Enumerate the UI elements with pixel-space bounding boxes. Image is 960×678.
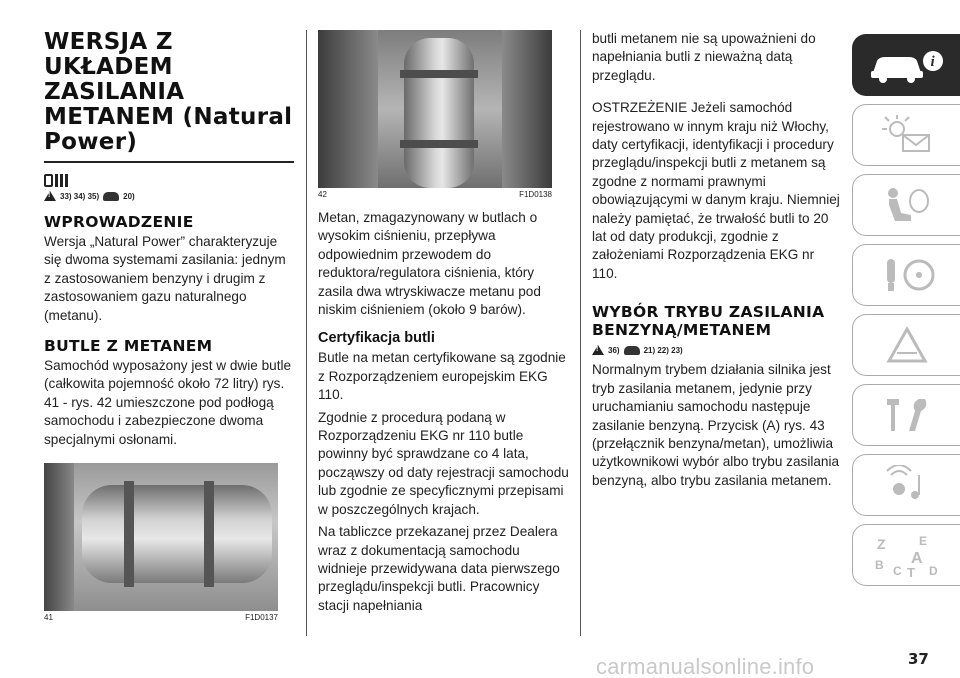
svg-text:A: A [910, 550, 923, 567]
alphabet-index-icon [867, 531, 947, 579]
svg-text:C: C [892, 564, 902, 578]
svg-text:T: T [906, 565, 915, 579]
column-divider [580, 30, 581, 636]
figure-number: 42 [318, 190, 327, 199]
mode-selection-heading: WYBÓR TRYBU ZASILANIA BENZYNĄ/METANEM [592, 303, 825, 340]
svg-text:B: B [874, 558, 884, 572]
figure-41-methane-tank-photo [44, 463, 278, 611]
figure-code: F1D0137 [245, 613, 278, 623]
section-title: WERSJA Z UKŁADEM ZASILANIA METANEM (Natural Power) [44, 29, 293, 155]
warning-triangle-icon [592, 345, 604, 355]
tab-starting-driving[interactable] [852, 244, 960, 306]
tab-safety[interactable] [852, 174, 960, 236]
music-nav-icon [867, 465, 947, 505]
gas-pump-icon [44, 171, 294, 187]
reference-notes: ! 33) 34) 35) 20) [44, 189, 294, 203]
warning-lights-icon [867, 115, 947, 155]
column-3 [592, 30, 842, 490]
svg-text:D: D [928, 564, 938, 578]
title-underline [44, 161, 294, 163]
figure-42-methane-tank-photo [318, 30, 552, 188]
svg-text:E: E [918, 534, 927, 548]
reference-notes: ! 36) 21) 22) 23) [592, 343, 842, 357]
tab-emergency[interactable] [852, 314, 960, 376]
car-icon [103, 192, 119, 201]
watermark: carmanualsonline.info [596, 654, 815, 678]
warning-triangle-icon [44, 191, 56, 201]
tab-multimedia[interactable] [852, 454, 960, 516]
intro-heading: WPROWADZENIE [44, 213, 194, 231]
car-info-icon [867, 45, 947, 85]
svg-text:i: i [930, 54, 935, 70]
figure-42-caption [318, 190, 552, 199]
page-number: 37 [908, 650, 929, 668]
certification-paragraph-2: Zgodnie z procedurą podaną w Rozporządzeniu EKG nr 110 butle powinny być sprawdzane co 4 lata, począwszy od daty rejestracji samochodu lub zgodnie ze specyficznymi przepisami w poszczególnych krajach. [318, 409, 569, 517]
certification-heading: Certyfikacja butli [318, 330, 435, 347]
tab-index[interactable] [852, 524, 960, 586]
tanks-heading: BUTLE Z METANEM [44, 337, 213, 356]
warning-paragraph: OSTRZEŻENIE Jeżeli samochód rejestrowano w innym kraju niż Włochy, daty certyfikacji, identyfikacji i procedury przeglądu/inspekcji butli z metanem są zgodne z normami prawnymi obowiązującymi w danym kraju. Niemniej należy pamiętać, że trwałość butli to 20 lat od daty produkcji, zgodnie z założeniami Rozporządzenia EKG nr 110. [592, 100, 840, 281]
methane-flow-paragraph: Metan, zmagazynowany w butlach o wysokim ciśnieniu, przepływa odpowiednim przewodem do reduktora/regulatora ciśnienia, który zasila dwa wtryskiwacze metanu pod niskim ciśnieniem (około 9 barów). [318, 210, 541, 318]
certification-paragraph-1: Butle na metan certyfikowane są zgodnie z Rozporządzeniem europejskim EKG 110. [318, 350, 566, 403]
figure-41-caption [44, 613, 278, 622]
svg-text:Z: Z [876, 536, 886, 552]
column-2 [318, 30, 570, 615]
certification-paragraph-3: Na tabliczce przekazanej przez Dealera wraz z dokumentacją samochodu widnieje przewidywana data pierwszego przeglądu/inspekcji butli. Pracownicy stacji napełniania [318, 524, 560, 613]
mode-selection-paragraph: Normalnym trybem działania silnika jest tryb zasilania metanem, jedynie przy uruchamianiu samochodu następuje zasilanie benzyną. Przycisk (A) rys. 43 (przełącznik benzyna/metan), umożliwia użytkownikowi wybór albo trybu zasilania benzyną, albo trybu zasilania metanem. [592, 362, 840, 488]
column-1 [44, 30, 294, 622]
figure-number: 41 [44, 613, 53, 623]
figure-code: F1D0138 [519, 190, 552, 199]
tanks-paragraph: Samochód wyposażony jest w dwie butle (całkowita pojemność około 72 litry) rys. 41 - rys. 42 umieszczone pod podłogą samochodu i zabezpieczone dwoma specjalnymi osłonami. [44, 358, 292, 447]
continued-paragraph: butli metanem nie są upoważnieni do napełniania butli z nieważną datą przeglądu. [592, 31, 816, 83]
tab-warning-lights[interactable] [852, 104, 960, 166]
intro-paragraph: Wersja „Natural Power” charakteryzuje się dwoma systemami zasilania: jednym z zastosowaniem benzyny i drugim z zastosowaniem gazu naturalnego (metanu). [44, 234, 286, 323]
car-icon [624, 346, 640, 355]
tab-car-info[interactable] [852, 34, 960, 96]
column-divider [306, 30, 307, 636]
tab-maintenance[interactable] [852, 384, 960, 446]
warning-triangle-icon [867, 325, 947, 365]
key-steering-wheel-icon [867, 255, 947, 295]
wrench-tools-icon [867, 395, 947, 435]
airbag-seat-icon [867, 185, 947, 225]
